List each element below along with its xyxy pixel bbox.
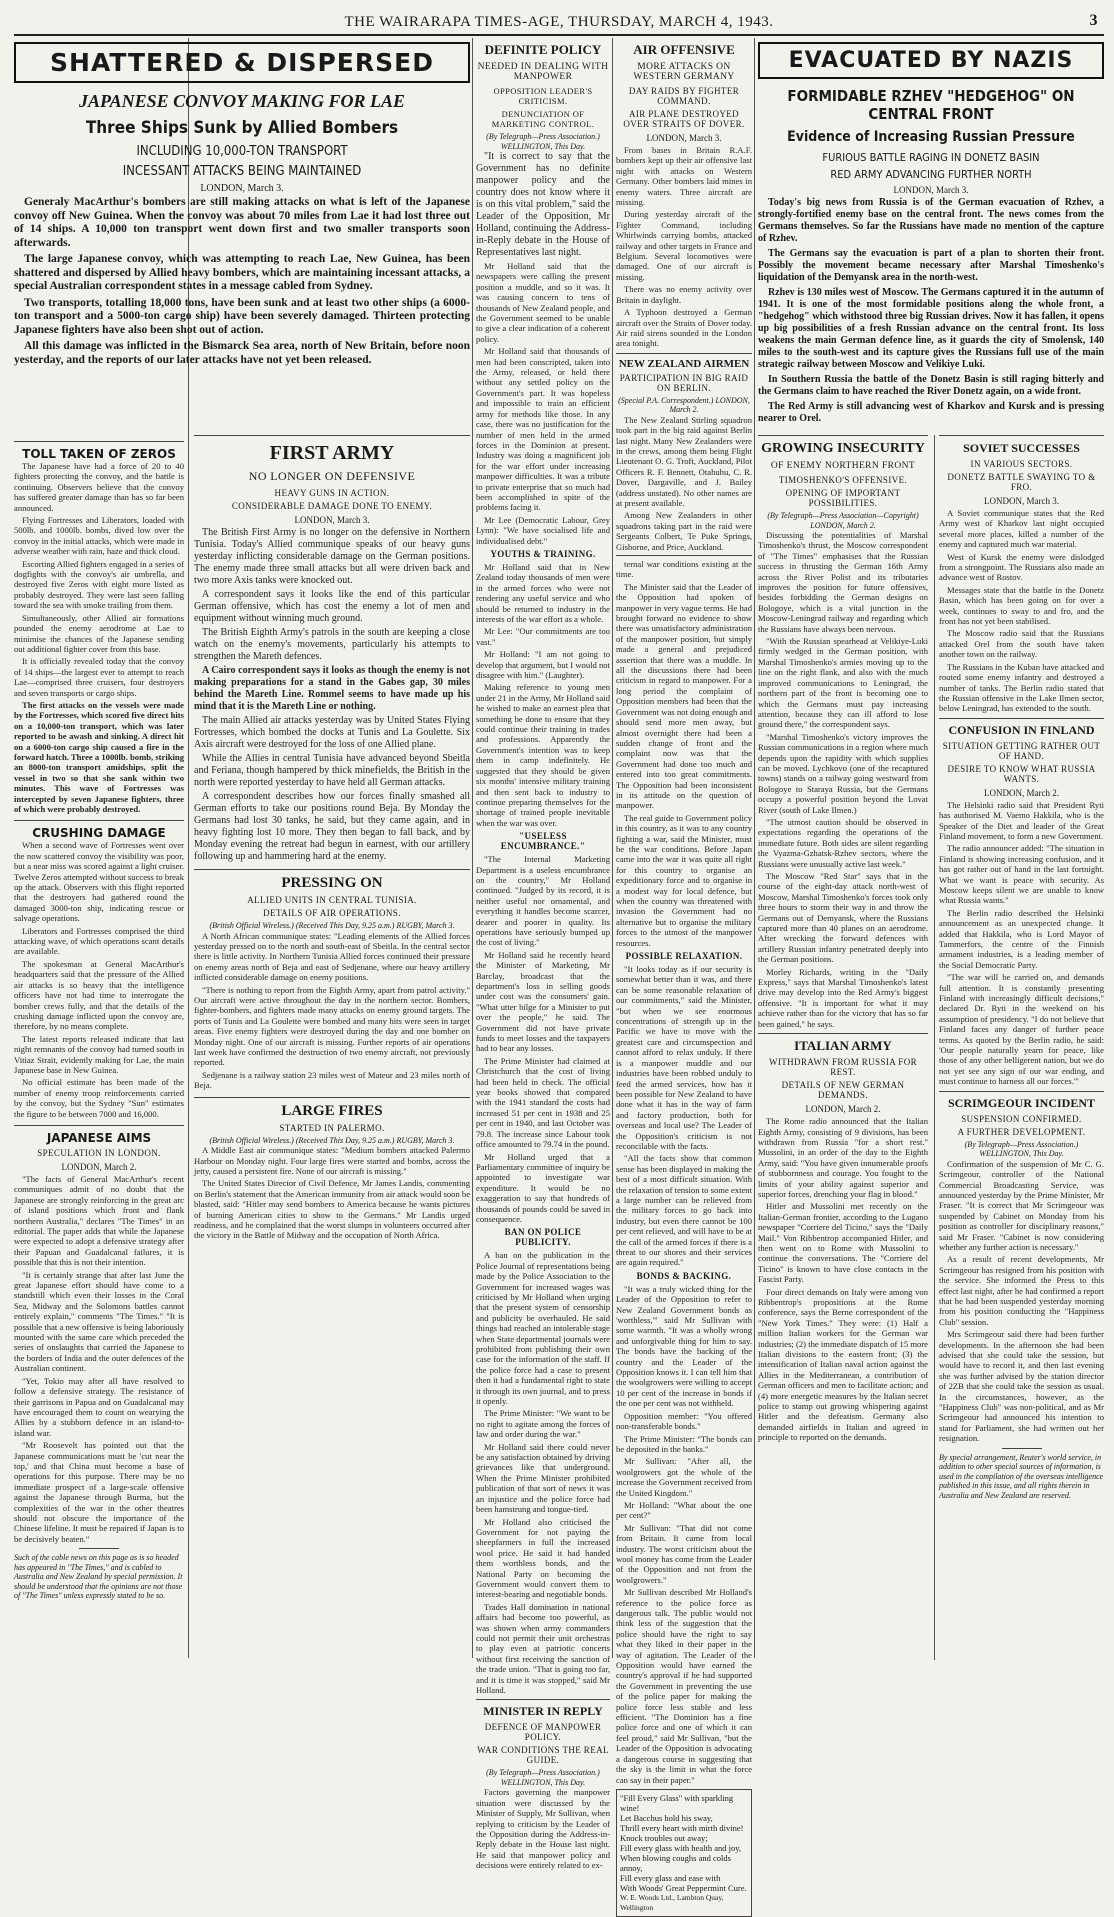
section-heading: AIR OFFENSIVE bbox=[633, 42, 735, 57]
paragraph: As a result of recent developments, Mr Scrimgeour has resigned from his position with the service. She informed the Press to this effect last night, after he had confirmed a report that he had been suspended yesterday morning from his position conducting the "Happiness Club" session. bbox=[939, 1254, 1104, 1327]
deck: SUSPENSION CONFIRMED. bbox=[961, 1113, 1082, 1124]
deck: DAY RAIDS BY FIGHTER COMMAND. bbox=[628, 86, 740, 106]
dateline: LONDON, March 2. bbox=[984, 787, 1059, 798]
ad-line: Let Bacchus hold his sway, bbox=[620, 1812, 713, 1823]
section-heading: CRUSHING DAMAGE bbox=[14, 820, 184, 840]
article-body bbox=[476, 1250, 610, 1695]
article-body bbox=[194, 931, 470, 1091]
main-subhead: Three Ships Sunk by Allied Bombers bbox=[85, 118, 399, 138]
deck: DETAILS OF AIR OPERATIONS. bbox=[263, 908, 401, 918]
paragraph: In Southern Russia the battle of the Donetz Basin is still raging bitterly and the Germans claim to have reached the River Donetz again, on a wide front. bbox=[758, 374, 1104, 397]
section-heading: SOVIET SUCCESSES bbox=[939, 435, 1104, 456]
credit-line: (By Telegraph—Press Association.) WELLINGTON, This Day. bbox=[486, 132, 600, 151]
section-heading: CONFUSION IN FINLAND bbox=[939, 718, 1104, 738]
main-deck: FURIOUS BATTLE RAGING IN DONETZ BASIN bbox=[822, 151, 1040, 164]
paragraph: The Germans say the evacuation is part of a plan to shorten their front. Possibly the movement became necessary after Marshal Timoshenko's liquidation of the Demyansk area in the north-west. bbox=[758, 248, 1104, 283]
lead-story bbox=[14, 196, 470, 367]
deck: OPENING OF IMPORTANT POSSIBILITIES. bbox=[785, 488, 901, 508]
paragraph: "Marshal Timoshenko's victory improves the Russian communications in a region where much depends upon the rapidity with which supplies can be moved. Lychkovo (one of the recaptured towns) stands on a railway going westward from Bologoye to Staraya Russia, but the Germans occupy a powerful position beyond the Lovat River (south of Lake Ilmen.) bbox=[758, 731, 928, 815]
dateline: LONDON, March 2. bbox=[61, 1161, 137, 1172]
section-heading: PRESSING ON bbox=[194, 869, 470, 892]
credit-line: (Special P.A. Correspondent.) LONDON, March 2. bbox=[618, 395, 750, 415]
deck: DONETZ BATTLE SWAYING TO & FRO. bbox=[947, 472, 1096, 492]
deck: DESIRE TO KNOW WHAT RUSSIA WANTS. bbox=[947, 763, 1096, 784]
ad-line: W. E. Woods Ltd., Lambton Quay, Wellington bbox=[620, 1892, 724, 1912]
paragraph: "It is certainly strange that after last June the great Japanese effort should have come to a standstill which even their losses in the Coral Sea, Midway and the Solomons battles cannot entirely explain," comments "The Times." "It is possible that a new offensive is being laboriously mounted with the same care which preceded the series of onslaughts that carried the Japanese to the borders of India and the outer defences of the Australian continent. bbox=[14, 1269, 184, 1374]
paragraph: There was no enemy activity over Britain in daylight. bbox=[616, 284, 752, 305]
column-1 bbox=[14, 40, 470, 1658]
paragraph: The Japanese have had a force of 20 to 40 fighters protecting the convoy, and the battle is continuing. Observers believe that the convoy has suffered greater damage than has so far been announced. bbox=[14, 461, 184, 513]
credit-line: (By Telegraph—Press Association.) WELLINGTON, This Day. bbox=[486, 1768, 600, 1787]
paragraph: The Russians in the Kuban have attacked and routed some enemy infantry and destroyed a number of tanks. The Berlin radio stated that the Russian offensive in the Lake Ilmen sector, below Leningrad, has extended to the south. bbox=[939, 661, 1104, 714]
paragraph: The latest reports released indicate that last night remnants of the convoy had turned south in Vitiaz Strait, evidently making for Lae, the main Japanese base in New Guinea. bbox=[14, 1033, 184, 1075]
article-body bbox=[758, 1116, 928, 1443]
paragraph: A Cairo correspondent says it looks as though the enemy is not making preparations for a stand in the Gabes gap, 30 miles behind the Mareth Line. Rommel seems to have made up his mind that it is the Mareth Line or nothing. bbox=[194, 665, 470, 712]
section-heading: NEW ZEALAND AIRMEN bbox=[616, 353, 752, 370]
paragraph: While the Allies in central Tunisia have advanced beyond Sbeitla and Feriana, though hampered by thick minefields, the British in the north were reported yesterday to have held all German attacks. bbox=[194, 753, 470, 788]
dateline: LONDON, March 3. bbox=[646, 133, 722, 143]
paragraph: Factors governing the manpower situation were discussed by the Minister of Supply, Mr Sullivan, when replying to criticism by the Leader of the Opposition during the Address-in-Reply debate in the House last night. He said that manpower policy and decisions were entirely related to ex- bbox=[476, 1787, 610, 1871]
deck: HEAVY GUNS IN ACTION. bbox=[274, 488, 390, 498]
paragraph: Mr Holland said he recently heard the Minister of Marketing, Mr Barclay, broadcast that the department's loss in selling goods under cost was the consumers' gain. "What utter bilge for a Minister to put over the people," he said. The Government did not have private funds to meet losses and the taxpayers had to bear any losses. bbox=[476, 949, 610, 1054]
paragraph: "There is nothing to report from the Eighth Army, apart from patrol activity." Our aircraft were active throughout the day in the northern sector. Bombers, fighter-bombers, and fighters made many attacks on enemy ground targets. The ports of Tunis and La Goulette were bombed and many hits were seen in target areas. Five enemy fighters were destroyed during the day and one bomber on Monday night. One of our aircraft is missing. Further reports of air operations last week have confirmed the destruction of two enemy aircraft, not previously reported. bbox=[194, 984, 470, 1068]
column-rule bbox=[612, 38, 613, 1658]
paragraph: Opposition member: "You offered non-transferable bonds." bbox=[616, 1410, 752, 1432]
section-heading: JAPANESE AIMS bbox=[14, 1125, 184, 1145]
deck: DEFENCE OF MANPOWER POLICY. bbox=[484, 1722, 602, 1743]
paragraph: Mr Sullivan described Mr Holland's reference to the police force as dangerous talk. The public would not think less of the suggestion that the police should have the right to say what they liked in their paper in the way of agitation. The Leader of the Opposition would have earned the country's approval if he had supported the Government in preventing the use of the police paper for making the police force less stable and less efficient. "The Dominion has a fine police force and one of which it can feel proud," said Mr Sullivan, "but the Leader of the Opposition is advocating a dangerous course in suggesting that the sky is the limit in what the force can say in their paper." bbox=[616, 1587, 752, 1785]
paragraph: The radio announcer added: "The situation in Finland is showing increasing confusion, and it has got rather out of hand in the last fortnight. What we want is peace with security. As Moscow keeps silent we are unable to know what Russia wants." bbox=[939, 843, 1104, 906]
deck: PARTICIPATION IN BIG RAID ON BERLIN. bbox=[619, 372, 749, 393]
article-body bbox=[14, 1174, 184, 1544]
deck: A FURTHER DEVELOPMENT. bbox=[957, 1126, 1086, 1137]
credit-line: (British Official Wireless.) (Received This Day, 9.25 a.m.) RUGBY, March 3. bbox=[209, 921, 455, 930]
paragraph: A correspondent describes how our forces finally smashed all German efforts to take our positions round Beja. By Monday the Germans had lost 30 tanks, he said, but they came again, and in heavy fighting lost 10 more. They then began to fall back, and by Monday evening the retreat had begun in earnest, with our artillery following up and hammering hard at the enemy. bbox=[194, 791, 470, 862]
paragraph: Making reference to young men under 21 in the Army, Mr Holland said he wished to make an earnest plea that something be done to ensure that they could continue their training in trades and professions. Apparently the Government's intention was to keep them in camp indefinitely. He suggested that they should be given six months' intensive military training and then sent back to industry to continue preparing themselves for the shortage of trained people inevitable when the war was over. bbox=[476, 682, 610, 828]
paragraph: A Soviet communique states that the Red Army west of Kharkov last night occupied several more places, killed a number of the enemy and captured much war material. bbox=[939, 508, 1104, 550]
section-heading: LARGE FIRES bbox=[194, 1097, 470, 1120]
paragraph: Four direct demands on Italy were among von Ribbentrop's propositions at the Rome conference, says the Berne correspondent of the "New York Times." They were: (1) Half a million Italian workers for the German war industries; (2) the immediate dispatch of 15 more Italian divisions to the eastern front; (3) the intensification of Italian naval action against the Allies in the Mediterranean, a contribution of German officers and men to facilitate action; and (4) more energetic measures by the Italian secret police to stamp out growing whispering against Hitler and the defeatism. Germany also demanded airfields in Italian and agreed in principle to reported on the demands. bbox=[758, 1286, 928, 1443]
article-body bbox=[939, 508, 1104, 714]
article-body bbox=[476, 562, 610, 828]
ad-line: When blowing coughs and colds annoy, bbox=[620, 1852, 731, 1873]
paragraph: All this damage was inflicted in the Bismarck Sea area, north of New Britain, before noon yesterday, and the reports of our later attacks have not yet been released. bbox=[14, 340, 470, 366]
paragraph: Messages state that the battle in the Donetz Basin, which has been going on for over a week, continues to sway to and fro, and the front has not yet been stabilised. bbox=[939, 584, 1104, 627]
article-body bbox=[616, 415, 752, 552]
paragraph: "It is correct to say that the Government has no definite manpower policy and the country does not know where it is on this vital problem," said the Leader of the Opposition, Mr Holland, continuing the Address-in-Reply debate in the House of Representatives last night. bbox=[476, 151, 610, 258]
paragraph: A Typhoon destroyed a German aircraft over the Straits of Dover today. Air raid sirens sounded in the London area tonight. bbox=[616, 307, 752, 349]
deck: TIMOSHENKO'S OFFENSIVE. bbox=[778, 475, 908, 485]
page-number: 3 bbox=[1089, 12, 1098, 29]
paragraph: The first attacks on the vessels were made by the Fortresses, which scored five direct hits on a 10,000-ton transport, which was later reported to be awash and sinking. A direct hit on a 6000-ton cargo ship caused a fire in the forward hatch. Three a 1000lb. bomb, striking an 8000-ton transport amidships, split the vessel in two so that she sank within two minutes. This wave of Fortresses was intercepted by seven Japanese fighters, three of which were probably destroyed. bbox=[14, 699, 184, 814]
dateline: LONDON, March 2. bbox=[805, 1104, 881, 1115]
deck: WITHDRAWN FROM RUSSIA FOR REST. bbox=[768, 1057, 918, 1078]
paragraph: Generaly MacArthur's bombers are still making attacks on what is left of the Japanese convoy off New Guinea. When the convoy was about 70 miles from Lae it had lost three out of 14 ships. A 10,000 ton transport went down first and two smaller transports soon afterwards. bbox=[14, 196, 470, 249]
paragraph: Mrs Scrimgeour said there had been further developments. In the afternoon she had been advised that she could take the session, but would have to record it, and then last evening she was further advised by the station director of 2ZB that she could take the session as usual. In the circumstances, however, as the "Happiness Club" was non-political, and as Mr Scrimgeour had announced his intention to stand for Parliament, she had written out her resignation. bbox=[939, 1329, 1104, 1444]
divider bbox=[1002, 1448, 1042, 1449]
paragraph: The British Eighth Army's patrols in the south are keeping a close watch on the enemy's movements, particularly his attempts to strengthen the Mareth defences. bbox=[194, 627, 470, 662]
column-5b bbox=[934, 435, 1104, 1660]
paragraph: A ban on the publication in the Police Journal of representations being made by the Police Association to the Government for increased wages was criticised by Mr Holland when urging that the present system of censorship and publicity be overhauled. He said things had reached an intolerable stage when State departmental journals were prohibited from publishing their own case for the information of the staff. If the police force had a case to present then it had a fundamental right to state it through its own journal, and to press it openly. bbox=[476, 1250, 610, 1407]
paragraph: The United States Director of Civil Defence, Mr James Landis, commenting on Berlin's statement that the American immunity from air attack would soon be blasted, said: "Hitler may send bombers to America because he wants pictures of burning American cities to show to the Germans." Mr Landis urged readiness, and he complained that the worst slumps in volunteers occurred after the victory in the Battle of Midway and the occupation of North Africa. bbox=[194, 1178, 471, 1241]
paragraph: When a second wave of Fortresses went over the now scattered convoy the visibility was poor, but a near miss was scored against a light cruiser. Twelve Zeros attempted without success to break up the attack. Observers with this flight reported that the destroyers had gathered round the damaged 3000-ton ship, indicating rescue or salvage operations. bbox=[14, 840, 184, 924]
ad-line: Fill every glass with health and joy, bbox=[620, 1842, 742, 1853]
footnote: By special arrangement, Reuter's world service, in addition to other special sources of information, is used in the compilation of the overseas intelligence published in this issue, and all rights therein in Australia and New Zealand are reserved. bbox=[939, 1452, 1104, 1500]
main-deck: INCESSANT ATTACKS BEING MAINTAINED bbox=[122, 164, 362, 179]
masthead bbox=[14, 8, 1104, 34]
deck: STARTED IN PALERMO. bbox=[279, 1122, 385, 1133]
subheading: YOUTHS & TRAINING. bbox=[490, 548, 596, 559]
column-policy bbox=[476, 40, 610, 1871]
main-deck: RED ARMY ADVANCING FURTHER NORTH bbox=[830, 168, 1032, 181]
banner-headline: EVACUATED BY NAZIS bbox=[758, 42, 1104, 79]
paragraph: Mr Holland: "What about the one per cent?" bbox=[616, 1499, 752, 1521]
paragraph: It is officially revealed today that the convoy of 14 ships—the largest ever to attempt to reach Lae—comprised three cruisers, four destroyers and seven transports or cargo ships. bbox=[14, 656, 184, 698]
paragraph: Flying Fortresses and Liberators, loaded with 500lb. and 1000lb. bombs, dived low over the convoy in the initial attacks, which were made in adverse weather with rain, haze and thick cloud. bbox=[14, 515, 184, 557]
subheading: "USELESS ENCUMBRANCE." bbox=[500, 831, 586, 852]
paragraph: Discussing the potentialities of Marshal Timoshenko's thrust, the Moscow correspondent of "The Times" emphasises that the Russian success in thrusting the German 16th Army across the River Polist and its tributaries improves the position for future offensives, besides forbidding the German designs on Bologoye, which is a vital junction in the Moscow-Leningrad railway and regarding which the Russians have always been nervous. bbox=[758, 530, 928, 634]
paragraph: From bases in Britain R.A.F. bombers kept up their air offensive last night with attacks on Western Germany. Other bombers laid mines in enemy waters. Three aircraft are missing. bbox=[616, 145, 752, 208]
paragraph: Today's big news from Russia is of the German evacuation of Rzhev, a strongly-fortified enemy base on the central front. The news comes from the Germans themselves. So far the Russians have made no mention of the capture of Rzhev. bbox=[758, 197, 1104, 244]
paragraph: The real guide to Government policy in this country, as it was to any country fighting a war, said the Minister, must be the war conditions. Before Japan came into the war it was quite all right for this country to organise an expeditionary force and to organise in a modest way for local defence, but when the country was threatened with invasion the Government had no alternative but to organise the military forces to the utmost of the manpower resources. bbox=[616, 812, 752, 948]
paragraph: Mr Sullivan: "That did not come from Britain. It came from local industry. The worst criticism about the wool money has come from the Leader of the Opposition and not from the woolgrowers." bbox=[616, 1522, 752, 1585]
article-body bbox=[14, 461, 184, 814]
paragraph: "Yet, Tokio may after all have resolved to follow a defensive strategy. The resistance of their garrisons in Papua and on Guadalcanal may have encouraged them to count on wearying the Allies by a stubborn defence in an island-to-island war. bbox=[14, 1375, 184, 1438]
paragraph: Rzhev is 130 miles west of Moscow. The Germans captured it in the autumn of 1941. It is one of the most formidable positions along the whole front, a "hedgehog" which withstood three big Russian drives. Now it has fallen, it opens up big possibilities of a fresh Russian advance on the central front. Its loss weakens the main German defence line, as it guards the city of Smolensk, 140 miles to the south-west and its capture gives the Russians full use of the main strategic railway between Moscow and Velikiye Luki. bbox=[758, 287, 1104, 370]
deck: MORE ATTACKS ON WESTERN GERMANY bbox=[633, 62, 735, 82]
deck: AIR PLANE DESTROYED OVER STRAITS OF DOVER. bbox=[623, 109, 745, 129]
credit-line: (British Official Wireless.) (Received This Day, 9.25 a.m.) RUGBY, March 3. bbox=[209, 1135, 455, 1145]
paragraph: Among New Zealanders in other squadrons taking part in the raid were Sergeants Colbert, Te Puke Springs, Gisborne, and Price, Auckland. bbox=[616, 510, 752, 552]
paragraph: The Prime Minister: "The bonds can be deposited in the banks." bbox=[616, 1433, 752, 1454]
article-body bbox=[476, 1787, 610, 1870]
paragraph: The Minister said that the Leader of the Opposition had spoken of manpower in very vague terms. He had brought forward no evidence to show there was unsatisfactory administration of the manpower position, but simply made a general and prejudiced assertion that there was a muddle. In all the discussions there had been criticism in regard to manpower. For a long period the complaint of Opposition members had been that the Government was not doing enough and should send more men away, but almost overnight there had been a sudden change of front and the complaint now was that the Government had done too much and entered into too great commitments. The Opposition had been inconsistent in its attitude on the question of manpower. bbox=[616, 581, 752, 811]
credit-line: (By Telegraph—Press Association.) WELLINGTON, This Day. bbox=[964, 1139, 1079, 1159]
paragraph: Simultaneously, other Allied air formations pounded the enemy aerodrome at Lae to minimise the chances of the Japanese sending out additional fighter cover from this base. bbox=[14, 612, 184, 654]
paragraph: A Middle East air communique states: "Medium bombers attacked Palermo Harbour on Monday night. Four large fires were started and bombs, across the jetty, caused a persistent fire. None of our aircraft is missing." bbox=[194, 1145, 470, 1176]
column-right bbox=[758, 40, 1104, 1658]
paragraph: A North African communique states: "Leading elements of the Allied forces yesterday pressed on to the north and south-east of Sbeitla. In the central sector there is little activity. In Northern Tunisia Allied forces continued their pressure on enemy areas north of Beja and east of Sedjenane, where our heavy artillery inflicted considerable damage on enemy positions. bbox=[194, 930, 470, 983]
paragraph: No official estimate has been made of the number of enemy troop reinforcements carried by the convoy, but the Sydney "Sun" estimates the figure to be between 7000 and 16,000. bbox=[14, 1077, 184, 1119]
article-body bbox=[476, 151, 610, 546]
deck: OPPOSITION LEADER'S CRITICISM. bbox=[493, 86, 593, 106]
paragraph: Trades Hall domination in national affairs had become too powerful, as was shown when army commanders could not permit their unit orchestras to play even at patriotic concerts without first receiving the sanction of the trade union. "That is going too far, and it is time it was stopped," said Mr Holland. bbox=[476, 1601, 610, 1695]
dateline: LONDON, March 3. bbox=[984, 496, 1059, 506]
deck: DETAILS OF NEW GERMAN DEMANDS. bbox=[781, 1080, 905, 1101]
column-air bbox=[616, 40, 753, 1912]
deck: NO LONGER ON DEFENSIVE bbox=[248, 469, 416, 483]
dateline: LONDON, March 3. bbox=[200, 183, 284, 194]
paragraph: "The Internal Marketing Department is a useless encumbrance on the country," Mr Holland continued. "Judged by its record, it is neither useful nor ornamental, and everything it handles become scarcer, dearer and poorer in quality. Its operations have seriously bumped up the cost of living." bbox=[476, 854, 610, 948]
paragraph: "With the Russian spearhead at Velikiye-Luki firmly wedged in the German position, with Marshal Timoshenko's armies moving up to the line on the right flank, and also with the much improved communications to Leningrad, the northern part of the front is becoming one to which the Germans must pay increasing attention, because they can ill afford to lose ground there," the correspondent says. bbox=[758, 636, 928, 730]
paragraph: The Moscow radio said that the Russians attacked Orel from the south have taken another town on the railway. bbox=[939, 628, 1104, 660]
paragraph: "It looks today as if our security is somewhat better than it was, and there can be some reasonable relaxation of our commitments," said the Minister, "but when we see enormous concentrations of strength up in the Pacific we have to move with the greatest care and circumspection and cannot afford to relax unduly. If there is a manpower muddle and our industries have been robbed unduly to feed the armed services, how has it been possible for New Zealand to have done what it has in the way of farm and factory production, both for overseas and local use? The Leader of the Opposition's criticism is not reconcilable with the facts. bbox=[616, 964, 752, 1151]
paragraph: Mr Holland: "I am not going to develop that argument, but I would not disagree with him." (Laughter). bbox=[476, 649, 610, 681]
paragraph: Hitler and Mussolini met recently on the Italian-German frontier, according to the Lugano newspaper "Corriere del Ticino," says the "Daily Mail." Von Ribbentrop accompanied Hitler, and then went on to Rome with Mussolini to continue the conversations. The "Corriere del Ticino" is known to have close contacts in the Fascist Party. bbox=[758, 1201, 928, 1285]
deck: NEEDED IN DEALING WITH MANPOWER bbox=[477, 62, 609, 82]
paragraph: Mr Holland urged that a Parliamentary committee of inquiry be appointed to investigate war expenditure. It would be no exaggeration to say that hundreds of thousands of pounds could be saved in consequence. bbox=[476, 1151, 610, 1224]
paragraph: ternal war conditions existing at the time. bbox=[616, 559, 752, 580]
column-1b bbox=[194, 435, 470, 1660]
paragraph: The Prime Minister: "We want to be no right to agitate among the forces of law and order during the war." bbox=[476, 1408, 610, 1440]
paragraph: Mr Sullivan: "After all, the woolgrowers got the whole of the increase the Government received from the United Kingdom." bbox=[616, 1456, 753, 1498]
main-subhead: Evidence of Increasing Russian Pressure bbox=[787, 129, 1075, 145]
paragraph: The British First Army is no longer on the defensive in Northern Tunisia. Today's Allied communique speaks of our heavy guns yesterday inflicting considerable damage on the German positions. The enemy made three small attacks but all were driven back and two more Axis tanks were knocked out. bbox=[194, 527, 470, 586]
divider bbox=[79, 1548, 119, 1549]
column-rule bbox=[472, 38, 473, 1658]
paragraph: Morley Richards, writing in the "Daily Express," says that Marshal Timoshenko's latest drive may develop into the Red Army's biggest offensive. "It is important for what it may achieve rather than for the victory that has so far been gained," he says. bbox=[758, 966, 928, 1029]
deck: WAR CONDITIONS THE REAL GUIDE. bbox=[477, 1745, 609, 1766]
ad-line: "Fill Every Glass" with sparkling wine! bbox=[620, 1792, 734, 1813]
advertisement bbox=[616, 1789, 752, 1917]
ad-line: With Woods' Great Peppermint Cure. bbox=[620, 1882, 747, 1893]
ad-line: Knock troubles out away; bbox=[620, 1832, 708, 1843]
dateline: LONDON, March 3. bbox=[294, 515, 370, 525]
section-heading: FIRST ARMY bbox=[194, 435, 470, 465]
article-body bbox=[194, 1145, 470, 1241]
paragraph: Sedjenane is a railway station 23 miles west of Mateur and 23 miles north of Beja. bbox=[194, 1069, 470, 1091]
credit-line: (By Telegraph—Press Association—Copyright) LONDON, March 2. bbox=[767, 511, 919, 530]
paragraph: A correspondent says it looks like the end of this particular German offensive, which has cost the enemy a lot of men and equipment without winning much ground. bbox=[194, 589, 470, 624]
paragraph: The Moscow "Red Star" says that in the course of the eight-day attack north-west of Moscow, Marshal Timoshenko's forces took only three hours to storm their way in and throw the Germans out of Demyansk, where the Russians captured more than 40 planes on an aerodrome. After wrecking the forward defences with artillery Russian infantry penetrated deeply into the German positions. bbox=[758, 871, 928, 965]
subheading: BONDS & BACKING. bbox=[636, 1270, 732, 1281]
deck: SPECULATION IN LONDON. bbox=[37, 1147, 161, 1158]
article-body bbox=[194, 527, 470, 863]
paragraph: During yesterday aircraft of the Fighter Command, including Whirlwinds carrying bombs, attacked railway and other targets in France and Belgium. Several locomotives were damaged. One of our aircraft is missing. bbox=[616, 209, 752, 282]
deck: IN VARIOUS SECTORS. bbox=[970, 459, 1073, 469]
lead-story bbox=[758, 197, 1104, 425]
paragraph: The Prime Minister had claimed at Christchurch that the cost of living had been held in check. The official year books showed that compared with the 1941 standard the costs had increased 51 per cent in 1938 and 25 per cent in 1940, and last October was 79.8. The increase since Labour took office amounted to 79.74 in the pound. bbox=[476, 1055, 610, 1150]
section-heading: DEFINITE POLICY bbox=[484, 42, 602, 57]
article-body bbox=[14, 840, 184, 1119]
paragraph: "The facts of General MacArthur's recent communiques admit of no doubt that the Japanese are strongly reinforcing in the great arc of island positions which front and flank northern Australia," declares "The Times" in an editorial. The paper adds that while the Japanese were expected to adopt a defensive strategy after their Papuan and Guadalcanal failures, it is possible that this is not their intention. bbox=[14, 1173, 184, 1268]
banner-headline: SHATTERED & DISPERSED bbox=[14, 42, 470, 83]
article-body bbox=[616, 145, 752, 349]
paragraph: The spokesman at General MacArthur's headquarters said that the pressure of the Allied air attacks is so heavy that the intelligence officers have not had time to interrogate the bomber crews fully, and that the details of the crushing damage inflicted upon the convoy are, therefore, by no means complete. bbox=[14, 958, 184, 1032]
paragraph: "The war will be carried on, and demands full attention. It is constantly presenting Finland with increasingly difficult decisions," declared Dr. Ryti in the weekend on his assumption of presidency. "I do not believe that Finland faces any danger of further peace terms. As quoted by the Berlin radio, he said: 'Our people naturally yearn for peace, like those of any other belligerent nation, but we do not yet see any sign of our war ending, and must continue to harness all our forces.'" bbox=[939, 972, 1104, 1087]
paragraph: The Red Army is still advancing west of Kharkov and Kursk and is pressing nearer to Orel. bbox=[758, 401, 1104, 424]
article-body bbox=[758, 530, 928, 1029]
paragraph: Mr Holland said that thousands of men had been conscripted, taken into the Army, released, or held there without any settled policy on the Government's part. It was hopeless and impossible to train an efficient army for methods like those. In any case, there was no justification for the number of men held in the armed forces in the Dominion at present. Industry was doing a magnificent job for the war effort under increasing manpower difficulties. It was a tribute to private enterprise that so much had been accomplished in spite of the problems facing it. bbox=[476, 346, 610, 513]
article-body bbox=[939, 1159, 1104, 1444]
paragraph: The large Japanese convoy, which was attempting to reach Lae, New Guinea, has been shattered and dispersed by Allied heavy bombers, which are maintaining incessant attacks, a special Australian correspondent states in a message cabled from Sydney. bbox=[14, 253, 470, 292]
deck: CONSIDERABLE DAMAGE DONE TO ENEMY. bbox=[231, 501, 433, 511]
section-heading: MINISTER IN REPLY bbox=[476, 1699, 610, 1719]
article-body bbox=[616, 964, 752, 1268]
article-body bbox=[616, 1284, 752, 1785]
paragraph: Mr Holland also criticised the Government for not paying the sheepfarmers in full the increased wool price. He said it had handed them worthless bonds, and the National Party on becoming the Government would convert them to interest-bearing and negotiable bonds. bbox=[476, 1516, 610, 1600]
footnote: Such of the cable news on this page as is so headed has appeared in "The Times," and is cabled to Australia and New Zealand by special permission. It should be understood that the opinions are not those of "The Times" unless expressly stated to be so. bbox=[14, 1553, 183, 1601]
paragraph: "It was a truly wicked thing for the Leader of the Opposition to refer to New Zealand Government bonds as 'worthless,'" said Mr Sullivan with some warmth. "It was a wholly wrong and unforgivable thing for him to say. The bonds have the backing of the country and the Leader of the Opposition knows it. I can tell him that the woolgrowers were willing to accept 10 per cent of the increase in bonds if the one per cent was not withheld. bbox=[616, 1283, 752, 1409]
main-deck: INCLUDING 10,000-TON TRANSPORT bbox=[136, 144, 348, 159]
deck: DENUNCIATION OF MARKETING CONTROL. bbox=[491, 109, 595, 129]
paragraph: Confirmation of the suspension of Mr C. G. Scrimgeour, controller of the National Commercial Broadcasting Service, was announced yesterday by the Prime Minister, Mr Fraser. "It is correct that Mr Scrimgeour was suspended by Cabinet on Monday from his position as controller for disciplinary reasons," said Mr Fraser. "Cabinet is now considering whether any further action is necessary." bbox=[939, 1158, 1104, 1252]
deck: ALLIED UNITS IN CENTRAL TUNISIA. bbox=[247, 895, 417, 905]
paragraph: Escorting Allied fighters engaged in a series of dogfights with the convoy's air umbrella, and destroyed five Zeros with eight more listed as probably destroyed. They were last seen falling toward the sea with smoke trailing from them. bbox=[14, 558, 184, 611]
paragraph: The New Zealand Stirling squadron took part in the big raid against Berlin last night. Many New Zealanders were in the crews, among them being Flight Lieutenant O. G. Troft, Auckland, Pilot Officers R. F. Bennett, Otahuhu, C. R. Dover, Dargaville, and J. Bailey (address unstated). No other names are at present available. bbox=[616, 414, 752, 508]
column-rule bbox=[754, 38, 755, 1658]
deck: OF ENEMY NORTHERN FRONT bbox=[770, 461, 916, 471]
paragraph: Mr Holland said that the newspapers were calling the present position a muddle, and so it was. It was causing concern to tens of thousands of New Zealand people, and the Government seemed to be unable to give a clear indication of a coherent policy. bbox=[476, 261, 610, 344]
paragraph: Mr Lee: "Our commitments are too vast." bbox=[476, 626, 610, 647]
section-heading: SCRIMGEOUR INCIDENT bbox=[939, 1091, 1104, 1111]
masthead-title: THE WAIRARAPA TIMES-AGE, THURSDAY, MARCH 4, 1943. bbox=[344, 14, 774, 30]
article-body bbox=[939, 800, 1104, 1087]
ad-line: Thrill every heart with mirth divine! bbox=[620, 1822, 744, 1833]
main-headline: FORMIDABLE RZHEV "HEDGEHOG" ON CENTRAL FRONT bbox=[787, 87, 1075, 123]
section-heading: GROWING INSECURITY bbox=[758, 435, 928, 457]
paragraph: The Helsinki radio said that President Ryti has authorised M. Vaemo Hakkila, who is the Speaker of the Diet and leader of the Great Finland movement, to form a new Government. bbox=[939, 799, 1104, 841]
paragraph: The Berlin radio described the Helsinki announcement as an unexpected change. It added that Hakkila, who is Lord Mayor of Tammerfors, the centre of the Finnish armament industries, is a leading member of the Social Democratic Party. bbox=[939, 907, 1104, 970]
paragraph: The main Allied air attacks yesterday was by United States Flying Fortresses, which bombed the docks at Tunis and La Goulette. Six Axis aircraft were destroyed for the loss of one Allied plane. bbox=[194, 715, 470, 750]
masthead-rule bbox=[14, 34, 1104, 36]
article-body bbox=[476, 854, 610, 1224]
paragraph: Two transports, totalling 18,000 tons, have been sunk and at least two other ships (a 6000-ton transport and a 5000-ton cargo ship) have been severely damaged. Thirteen protecting Japanese fighters have also been shot out of action. bbox=[14, 296, 470, 336]
paragraph: Mr Lee (Democratic Labour, Grey Lynn): "We have socialised life and individualised debt." bbox=[476, 514, 610, 546]
section-heading: TOLL TAKEN OF ZEROS bbox=[14, 441, 184, 461]
subheading: POSSIBLE RELAXATION. bbox=[625, 951, 743, 962]
dateline: LONDON, March 3. bbox=[893, 185, 969, 195]
article-body bbox=[616, 555, 752, 948]
deck: SITUATION GETTING RATHER OUT OF HAND. bbox=[942, 740, 1101, 761]
column-1a bbox=[14, 435, 184, 1601]
paragraph: "Mr Roosevelt has pointed out that the Japanese communications must be 'cut near the top,' and that China must become a base of operations for this purpose. There may be no immediate prospect of a large-scale offensive against the Japanese through Burma, but the complexities of the war in the other theatres should not obscure the importance of the Chinese lifeline. It must be repaired if Japan is to be decisively beaten." bbox=[14, 1440, 184, 1544]
main-headline: JAPANESE CONVOY MAKING FOR LAE bbox=[78, 91, 406, 111]
section-heading: ITALIAN ARMY bbox=[758, 1033, 928, 1054]
paragraph: "The utmost caution should be observed in expectations regarding the operations of the immediate future. Both sides are silent regarding the Vyazma-Gzhatsk-Rzhev sectors, where the Russians were unusually active last week." bbox=[758, 816, 928, 869]
paragraph: "All the facts show that common sense has been displayed in making the best of a most difficult situation. With the relaxation of tension to some extent a large number can be relieved from the military forces to go back into industry, but even there cannot be 100 per cent relieved, and will have to be at the call of the armed forces if there is a threat to our shores and their services are again required." bbox=[616, 1153, 752, 1268]
column-5a bbox=[758, 435, 928, 1660]
paragraph: Mr Holland said that in New Zealand today thousands of men were in the armed forces who were not rendering any useful service and who should be returned to industry in the interests of the war effort as a whole. bbox=[476, 561, 610, 624]
paragraph: West of Kursk the enemy were dislodged from a strongpoint. The Russians also made an advance west of Rostov. bbox=[939, 551, 1104, 583]
paragraph: The Rome radio announced that the Italian Eighth Army, consisting of 9 divisions, has been withdrawn from Russia "for a short rest." Mussolini, in an order of the day to the Eighth Army, said: "You have given innumerable proofs of stubbornness and courage. You fought to the limits of your ability against superior and superior forces, drenching your flag in blood." bbox=[758, 1116, 928, 1199]
paragraph: Liberators and Fortresses comprised the third attacking wave, of which operations scant details are available. bbox=[14, 925, 184, 957]
ad-line: Fill every glass and ease with bbox=[620, 1872, 721, 1883]
paragraph: Mr Holland said there could never be any satisfaction obtained by driving grievances like that underground. When the Prime Minister prohibited publication of that sort of news it was an injustice and the police force had been hamstrung and tongue-tied. bbox=[476, 1441, 610, 1515]
subheading: BAN ON POLICE PUBLICITY. bbox=[504, 1227, 582, 1248]
